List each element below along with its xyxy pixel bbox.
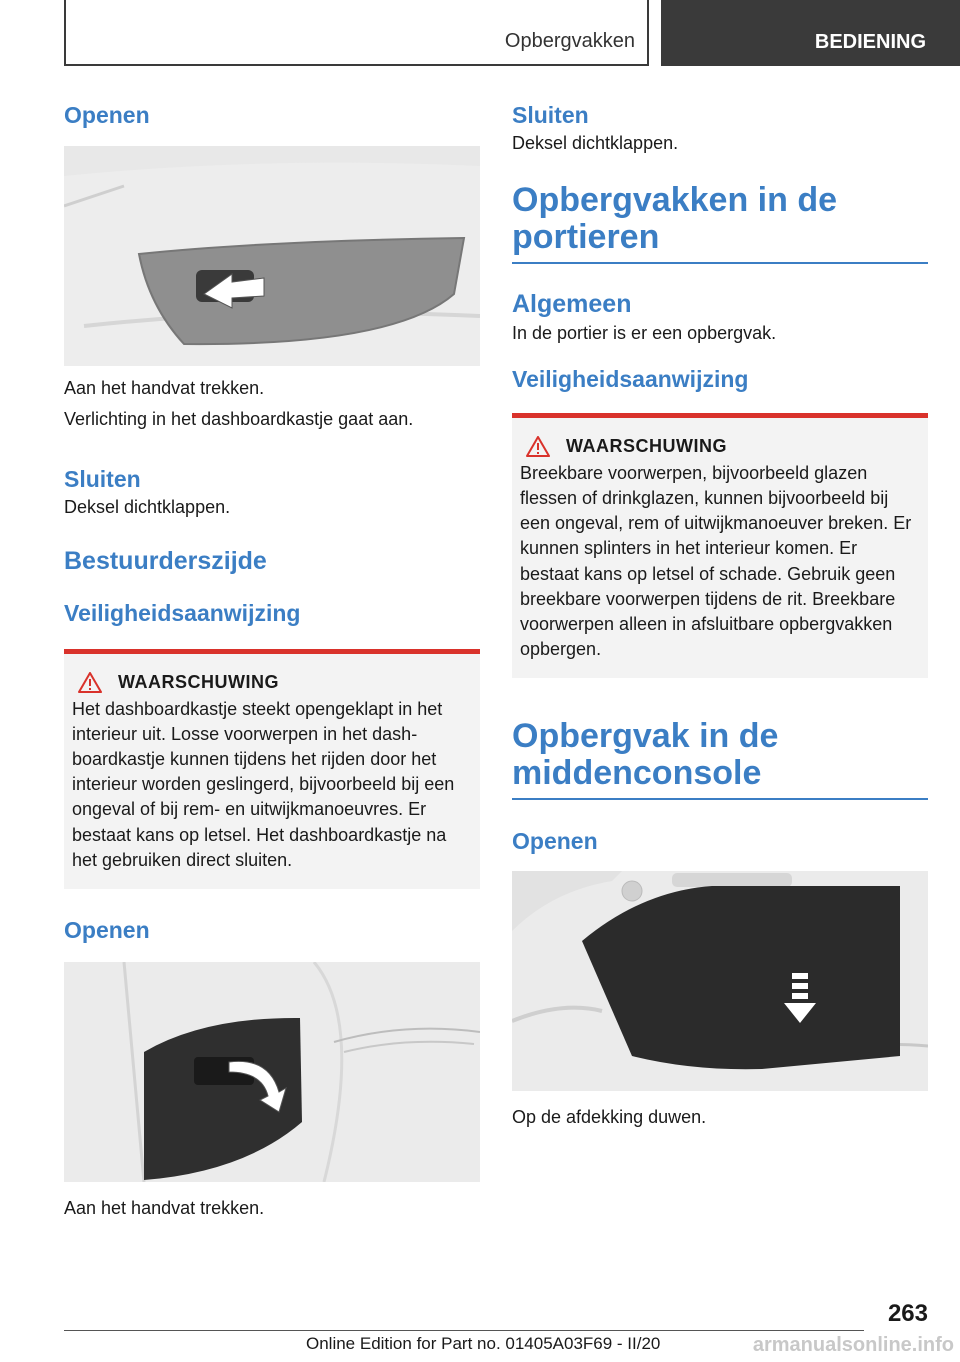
header-frame [64, 0, 649, 66]
watermark-logo: armanualsonline.info [752, 1334, 954, 1356]
heading-veiligheid-left: Veiligheidsaanwijzing [64, 599, 301, 626]
heading-sluiten-right: Sluiten [512, 102, 589, 128]
warning-text-right: Breekbare voorwerpen, bijvoorbeeld glazen flessen of drinkglazen, kunnen bijvoorbeeld bij een ongeval, rem of uitwijkmanoeuver breken. Er kunnen splinters in het interieur komen. Er bestaat kans op letsel of schade. Gebruik geen breekbare voorwerpen tijdens de rit. Breekbare voorwerpen alleen in afsluitbare opbergvakken opbergen. [520, 462, 912, 660]
heading-openen-console: Openen [512, 827, 598, 854]
footer-edition: Online Edition for Part no. 01405A03F69 - II/20 [306, 1334, 661, 1353]
driver-compartment-image [64, 962, 480, 1182]
heading-bestuurderszijde: Bestuurderszijde [64, 546, 267, 575]
heading-openen-glovebox: Openen [64, 102, 150, 128]
text-press-cover: Op de afdekking duwen. [512, 1106, 707, 1127]
text-door-compartment: In de portier is er een opbergvak. [512, 322, 777, 343]
text-pull-handle-2: Aan het handvat trekken. [64, 1197, 265, 1218]
warning-box-left [64, 649, 480, 889]
warning-title-left: WAARSCHUWING [118, 671, 279, 692]
warning-triangle-icon [526, 436, 550, 457]
footer-divider [64, 1330, 864, 1331]
warning-triangle-icon [78, 672, 102, 693]
warning-text-left: Het dashboardkastje steekt opengeklapt in het interieur uit. Losse voorwerpen in het dash‐ boardkastje kunnen tijdens het rijden door het interieur worden geslingerd, bijvoorbeeld bij een ongeval of bij rem- en uitwijkmanoeuvres. Er bestaat kans op letsel. Het dashboardkastje na het gebruiken direct sluiten. [72, 698, 455, 870]
warning-box-right [512, 413, 928, 679]
warning-title-right: WAARSCHUWING [566, 435, 727, 456]
center-console-illustration [512, 871, 928, 1091]
center-console-image [512, 871, 928, 1091]
heading-center-console: Opbergvak in de middenconsole [512, 718, 928, 799]
page-number: 263 [887, 1300, 928, 1327]
header-chapter-label: BEDIENING [814, 31, 926, 53]
glovebox-open-image [64, 146, 480, 366]
heading-sluiten-left: Sluiten [64, 466, 141, 493]
right-column [512, 100, 928, 1130]
left-column [64, 100, 480, 1221]
header-chapter-tab [661, 0, 960, 66]
warning-header-right [520, 436, 920, 457]
header-section-title: Opbergvakken [504, 30, 635, 52]
driver-compartment-illustration [64, 962, 480, 1182]
heading-door-compartments: Opbergvakken in de portieren [512, 182, 928, 263]
warning-header-left [72, 672, 472, 693]
text-close-lid-left: Deksel dichtklappen. [64, 497, 231, 518]
text-close-lid-right: Deksel dichtklappen. [512, 133, 679, 153]
glovebox-illustration [64, 146, 480, 366]
text-lighting-on: Verlichting in het dashboardkastje gaat aan. [64, 409, 414, 430]
heading-openen-driver: Openen [64, 916, 150, 943]
text-pull-handle-1: Aan het handvat trekken. [64, 378, 265, 398]
heading-algemeen: Algemeen [512, 289, 632, 318]
heading-veiligheid-right: Veiligheidsaanwijzing [512, 365, 749, 392]
